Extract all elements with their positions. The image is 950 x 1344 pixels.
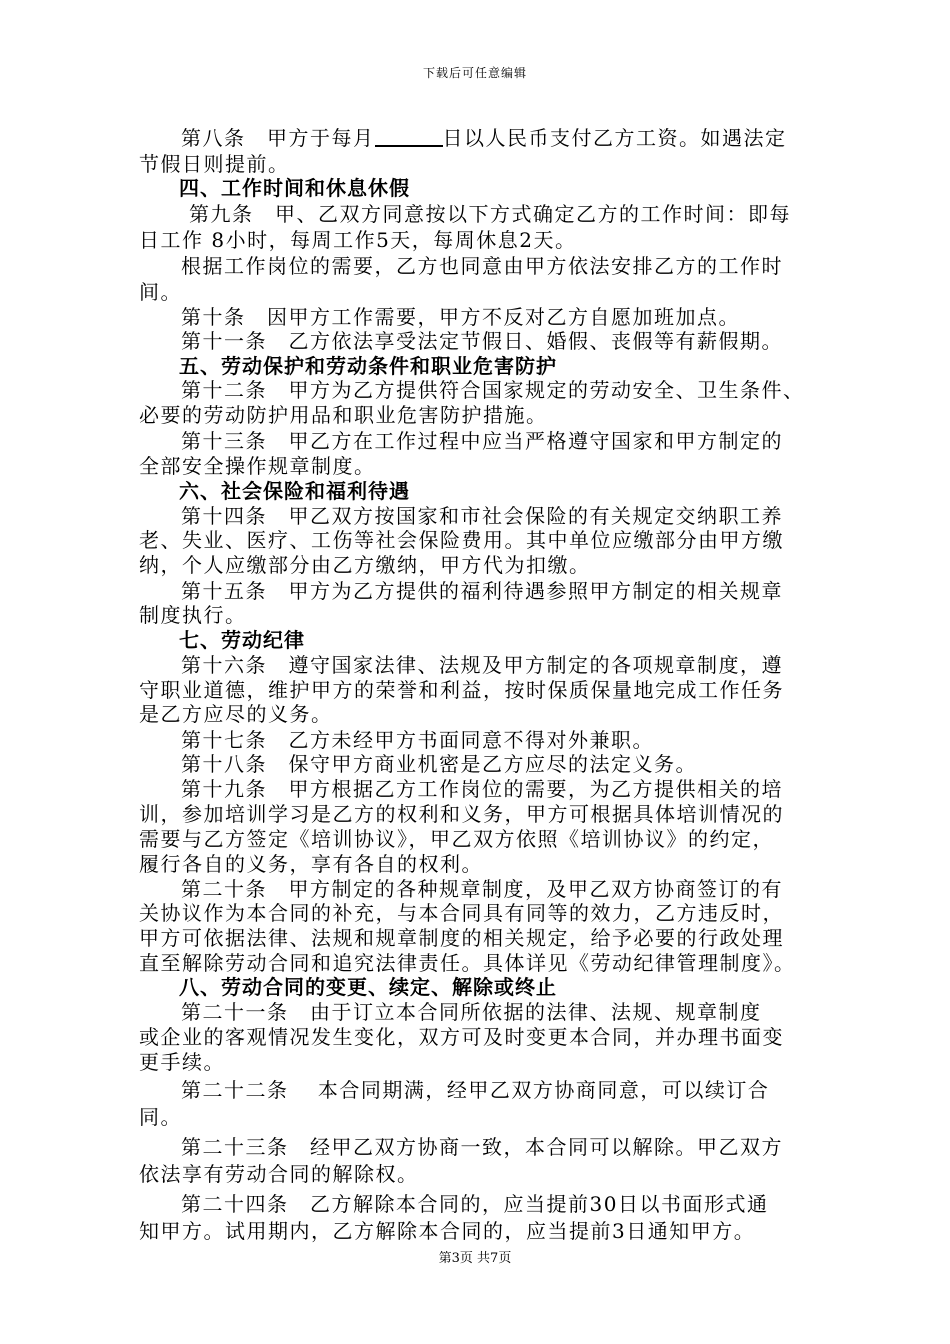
paragraph-line: 节假日则提前。: [139, 152, 290, 176]
paragraph-line: 或企业的客观情况发生变化，双方可及时变更本合同，并办理书面变: [139, 1025, 784, 1049]
paragraph-line: 需要与乙方签定《培训协议》，甲乙双方依照《培训协议》的约定，: [139, 827, 774, 851]
paragraph-line: 第二十四条 乙方解除本合同的，应当提前30日以书面形式通: [181, 1192, 769, 1216]
paragraph-line: 第二十一条 由于订立本合同所依据的法律、法规、规章制度: [181, 1000, 762, 1024]
blank-field: [375, 127, 443, 147]
paragraph-line: 训，参加培训学习是乙方的权利和义务，甲方可根据具体培训情况的: [139, 802, 784, 826]
paragraph-line: 关协议作为本合同的补充，与本合同具有同等的效力，乙方违反时，: [139, 901, 784, 925]
paragraph-line: 第二十条 甲方制定的各种规章制度，及甲乙双方协商签订的有: [181, 877, 783, 901]
paragraph-line: 老、失业、医疗、工伤等社会保险费用。其中单位应缴部分由甲方缴: [139, 528, 784, 552]
paragraph-line: 第二十二条 本合同期满，经甲乙双方协商同意，可以续订合: [181, 1078, 770, 1102]
paragraph-line: 守职业道德，维护甲方的荣誉和利益，按时保质保量地完成工作任务: [139, 678, 784, 702]
paragraph-line: 第十三条 甲乙方在工作过程中应当严格遵守国家和甲方制定的: [181, 429, 783, 453]
paragraph-line: 第十五条 甲方为乙方提供的福利待遇参照甲方制定的相关规章: [181, 579, 783, 603]
page-header: 下载后可任意编辑: [422, 66, 527, 80]
paragraph-line: 日工作 8小时，每周工作5天，每周休息2天。: [139, 228, 577, 252]
paragraph-line: 第九条 甲、乙双方同意按以下方式确定乙方的工作时间：即每: [189, 202, 791, 226]
paragraph-line: 间。: [139, 280, 182, 304]
paragraph-line: 第十二条 甲方为乙方提供符合国家规定的劳动安全、卫生条件、: [181, 378, 805, 402]
article-8-text-cont: 日以人民币支付乙方工资。如遇法定: [442, 126, 787, 150]
paragraph-line: 第十七条 乙方未经甲方书面同意不得对外兼职。: [181, 728, 654, 752]
paragraph-line: 甲方可依据法律、法规和规章制度的相关规定，给予必要的行政处理: [139, 926, 784, 950]
section-heading: 六、社会保险和福利待遇: [179, 479, 410, 503]
article-8-text: 第八条 甲方于每月: [181, 126, 375, 150]
paragraph-line: 必要的劳动防护用品和职业危害防护措施。: [139, 403, 548, 427]
section-heading: 四、工作时间和休息休假: [179, 176, 410, 200]
paragraph-line: 第二十三条 经甲乙双方协商一致，本合同可以解除。甲乙双方: [181, 1135, 783, 1159]
paragraph-line: 根据工作岗位的需要，乙方也同意由甲方依法安排乙方的工作时: [181, 254, 783, 278]
paragraph-line: 知甲方。试用期内，乙方解除本合同的，应当提前3日通知甲方。: [139, 1219, 756, 1243]
paragraph-line: 直至解除劳动合同和追究法律责任。具体详见《劳动纪律管理制度》。: [139, 951, 796, 975]
section-heading: 八、劳动合同的变更、续定、解除或终止: [179, 975, 557, 999]
paragraph-line: 第十四条 甲乙双方按国家和市社会保险的有关规定交纳职工养: [181, 504, 783, 528]
paragraph-line: 全部安全操作规章制度。: [139, 454, 376, 478]
paragraph-line: 履行各自的义务，享有各自的权利。: [139, 852, 483, 876]
paragraph-line: 制度执行。: [139, 603, 247, 627]
paragraph-line: 纳，个人应缴部分由乙方缴纳，甲方代为扣缴。: [139, 553, 591, 577]
paragraph-line: 更手续。: [139, 1050, 225, 1074]
paragraph-line: 同。: [139, 1105, 182, 1129]
section-heading: 五、劳动保护和劳动条件和职业危害防护: [179, 354, 557, 378]
paragraph-line: 第十一条 乙方依法享受法定节假日、婚假、丧假等有薪假期。: [181, 329, 783, 353]
page-footer: 第3页 共7页: [438, 1251, 512, 1266]
paragraph-line: 是乙方应尽的义务。: [139, 702, 333, 726]
paragraph-line: 依法享有劳动合同的解除权。: [139, 1162, 419, 1186]
paragraph-line: 第十八条 保守甲方商业机密是乙方应尽的法定义务。: [181, 752, 697, 776]
paragraph-line: 第十条 因甲方工作需要，甲方不反对乙方自愿加班加点。: [181, 305, 740, 329]
paragraph-line: 第十九条 甲方根据乙方工作岗位的需要，为乙方提供相关的培: [181, 777, 783, 801]
section-heading: 七、劳动纪律: [179, 628, 305, 652]
paragraph-line: 第十六条 遵守国家法律、法规及甲方制定的各项规章制度，遵: [181, 653, 783, 677]
